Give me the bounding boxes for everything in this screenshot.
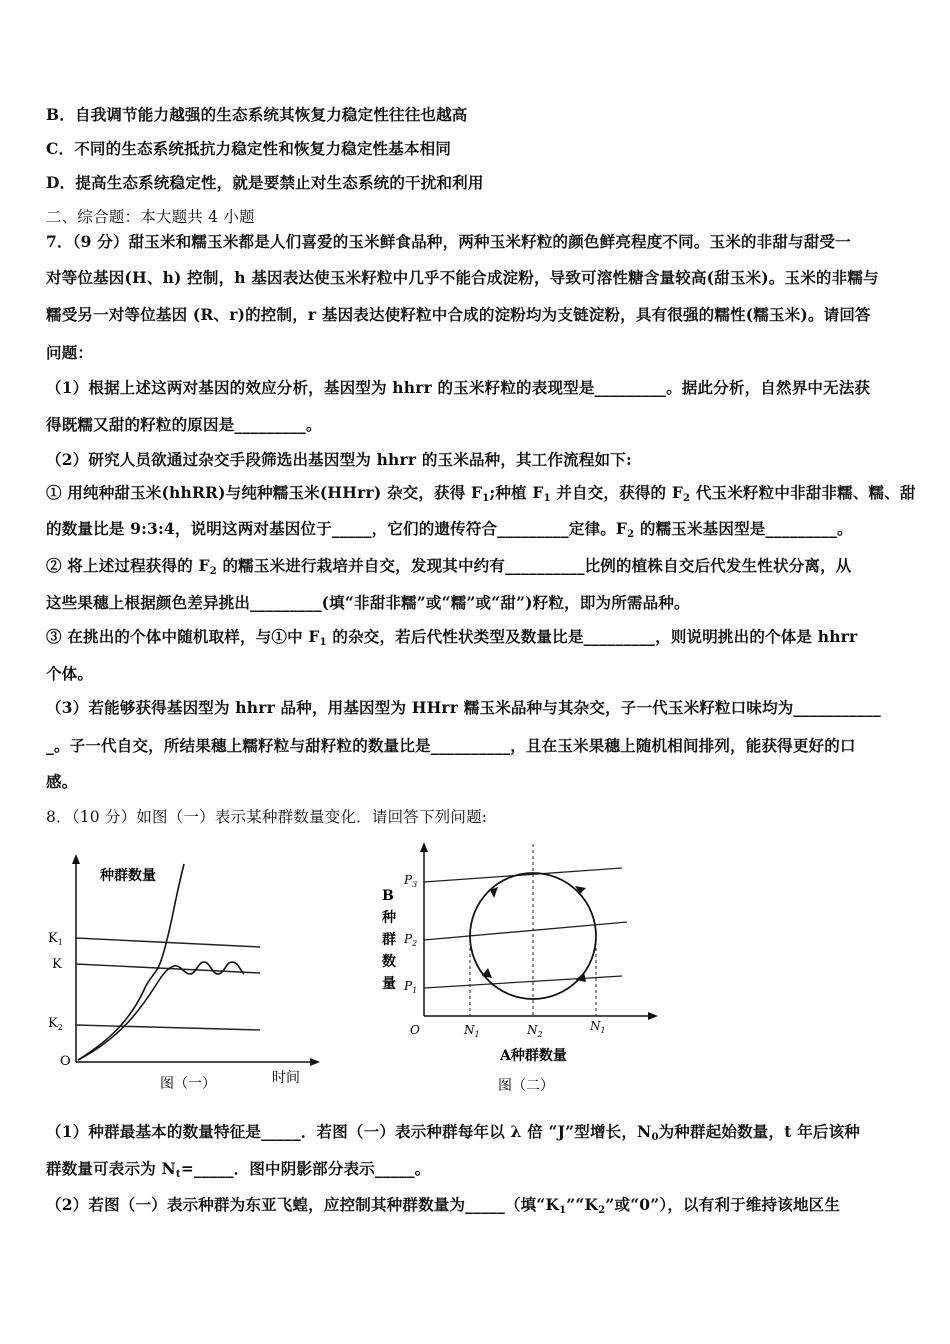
text-seg: 的糯玉米基因型是_________。 <box>634 519 853 538</box>
label-sub: 2 <box>412 939 418 948</box>
q7-line-2: 对等位基因(H、h) 控制，h 基因表达使玉米籽粒中几乎不能合成淀粉，导致可溶性糖含量较高(甜玉米)。玉米的非糯与 <box>46 268 879 287</box>
q7-part1-line1: （1）根据上述这两对基因的效应分析，基因型为 hhrr 的玉米籽粒的表现型是_________。据此分析，自然界中无法获 <box>46 378 871 397</box>
figure-population-curve <box>40 850 330 1095</box>
y-axis-label: 种群数量 <box>100 868 156 884</box>
s-curve <box>78 962 244 1060</box>
x-axis-arrow <box>648 1012 658 1020</box>
subscript: 0 <box>651 1132 659 1143</box>
label-sub: 2 <box>57 1023 63 1032</box>
text-seg: ”或“0”），以有利于维持该地区生 <box>605 1195 841 1214</box>
text-seg: ;种植 F <box>489 483 544 502</box>
p3-line <box>424 868 622 882</box>
q7-line-1: 7．（9 分）甜玉米和糯玉米都是人们喜爱的玉米鲜食品种，两种玉米籽粒的颜色鲜亮程度不同。玉米的非甜与甜受一 <box>46 232 851 251</box>
q7-step2-line1 <box>46 554 851 577</box>
k1-line <box>76 938 260 947</box>
origin-label: O <box>410 1023 420 1037</box>
q7-part2: （2）研究人员欲通过杂交手段筛选出基因型为 hhrr 的玉米品种，其工作流程如下: <box>46 450 632 469</box>
p1-line <box>424 976 622 988</box>
label-n2 <box>526 1023 543 1039</box>
q7-step2-line2: 这些果穗上根据颜色差异挑出_________(填“非甜非糯”或“糯”或“甜”)籽粒，即为所需品种。 <box>46 593 690 612</box>
figure2-caption: 图（二） <box>498 1078 554 1094</box>
text-seg: 代玉米籽粒中非甜非糯、糯、甜 <box>690 483 916 502</box>
subscript: 2 <box>683 493 691 504</box>
text-seg: 的糯玉米进行栽培并自交，发现其中约有__________比例的植株自交后代发生性状分离，从 <box>216 556 852 575</box>
label-sub: 1 <box>474 1030 480 1039</box>
q7-step1-line2 <box>46 517 853 540</box>
label-text: N <box>527 1023 538 1037</box>
q7-line-3: 糯受另一对等位基因 (R、r)的控制，r 基因表达使籽粒中合成的淀粉均为支链淀粉，具有很强的糯性(糯玉米)。请回答 <box>46 305 871 324</box>
y-axis-arrow <box>72 854 80 864</box>
x-axis-label: A种群数量 <box>500 1048 567 1064</box>
label-text: K <box>48 1016 58 1031</box>
text-seg: ② 将上述过程获得的 F <box>46 556 210 575</box>
figure1-caption: 图（一） <box>160 1076 216 1092</box>
y-label-char: 量 <box>382 976 396 992</box>
y-label-char: 数 <box>382 954 396 970</box>
q7-step1-line1 <box>46 481 916 504</box>
q7-line-4: 问题： <box>46 343 94 362</box>
q8-intro: 8．（10 分）如图（一）表示某种群数量变化．请回答下列问题: <box>46 808 488 826</box>
q8-part2-line1 <box>46 1193 840 1216</box>
q7-step3-line2: 个体。 <box>46 664 94 683</box>
j-curve <box>78 864 184 1060</box>
text-seg: ③ 在挑出的个体中随机取样，与①中 F <box>46 627 320 646</box>
x-axis-arrow <box>310 1058 320 1066</box>
text-seg: 的数量比是 9:3:4，说明这两对基因位于_____，它们的遗传符合_________定律。F <box>46 519 628 538</box>
k2-line <box>76 1025 260 1030</box>
text-seg: 为种群起始数量，t 年后该种 <box>658 1122 860 1141</box>
label-text: P <box>404 979 413 993</box>
label-k1 <box>48 931 63 947</box>
text-seg: ”“K <box>566 1195 599 1214</box>
text-seg: 的杂交，若后代性状类型及数量比是_________，则说明挑出的个体是 hhrr <box>326 627 858 646</box>
label-text: P <box>404 932 413 946</box>
subscript: 2 <box>209 566 217 577</box>
label-k: K <box>52 957 62 972</box>
label-p1 <box>403 979 417 995</box>
y-label-char: B <box>382 888 394 904</box>
text-seg: （2）若图（一）表示种群为东亚飞蝗，应控制其种群数量为_____（填“K <box>46 1195 560 1214</box>
subscript: 1 <box>543 493 551 504</box>
label-p3 <box>403 873 417 889</box>
y-label-char: 群 <box>382 932 396 948</box>
subscript: 1 <box>319 637 327 648</box>
label-k2 <box>48 1016 63 1032</box>
section-title: 二、综合题：本大题共 4 小题 <box>46 208 255 226</box>
label-text: N <box>464 1023 475 1037</box>
option-d: D．提高生态系统稳定性，就是要禁止对生态系统的干扰和利用 <box>46 173 484 192</box>
figure-predator-prey-cycle <box>372 838 672 1103</box>
subscript: 2 <box>598 1205 606 1216</box>
text-seg: 群数量可表示为 N <box>46 1159 176 1178</box>
q7-part3-line3: 感。 <box>46 772 78 791</box>
subscript: 1 <box>482 493 490 504</box>
q8-part1-line2 <box>46 1157 430 1180</box>
label-sub: 1 <box>412 986 418 995</box>
label-text: K <box>48 931 58 946</box>
y-axis-arrow <box>420 842 428 852</box>
label-n1 <box>463 1023 480 1039</box>
q7-part3-line1: （3）若能够获得基因型为 hhrr 品种，用基因型为 HHrr 糯玉米品种与其杂交，子一代玉米籽粒口味均为___________ <box>46 698 881 717</box>
label-text: P <box>404 873 413 887</box>
subscript: 2 <box>627 529 635 540</box>
text-seg: ① 用纯种甜玉米(hhRR)与纯种糯玉米(HHrr) 杂交，获得 F <box>46 483 483 502</box>
text-seg: =_____．图中阴影部分表示_____。 <box>180 1159 431 1178</box>
subscript: 1 <box>559 1205 567 1216</box>
label-text: N <box>590 1019 601 1033</box>
option-b: B．自我调节能力越强的生态系统其恢复力稳定性往往也越高 <box>46 105 468 124</box>
option-c: C．不同的生态系统抵抗力稳定性和恢复力稳定性基本相同 <box>46 139 452 158</box>
label-sub: 2 <box>537 1030 543 1039</box>
origin-label: O <box>60 1054 71 1069</box>
label-sub: 3 <box>412 880 418 889</box>
label-n3 <box>589 1019 606 1035</box>
q7-step3-line1 <box>46 625 857 648</box>
q8-part1-line1 <box>46 1120 860 1143</box>
q7-part3-line2: _。子一代自交，所结果穗上糯籽粒与甜籽粒的数量比是__________，且在玉米果穗上随机相间排列，能获得更好的口 <box>46 736 856 755</box>
arrow-lower-left <box>482 968 492 978</box>
label-sub: 1 <box>600 1026 606 1035</box>
x-axis-label: 时间 <box>272 1070 300 1086</box>
subscript: t <box>175 1169 181 1180</box>
text-seg: 并自交，获得的 F <box>550 483 684 502</box>
y-label-char: 种 <box>382 910 396 926</box>
q7-part1-line2: 得既糯又甜的籽粒的原因是_________。 <box>46 415 322 434</box>
label-sub: 1 <box>57 938 63 947</box>
text-seg: （1）种群最基本的数量特征是_____．若图（一）表示种群每年以 λ 倍 “J”型增长，N <box>46 1122 652 1141</box>
label-p2 <box>403 932 417 948</box>
